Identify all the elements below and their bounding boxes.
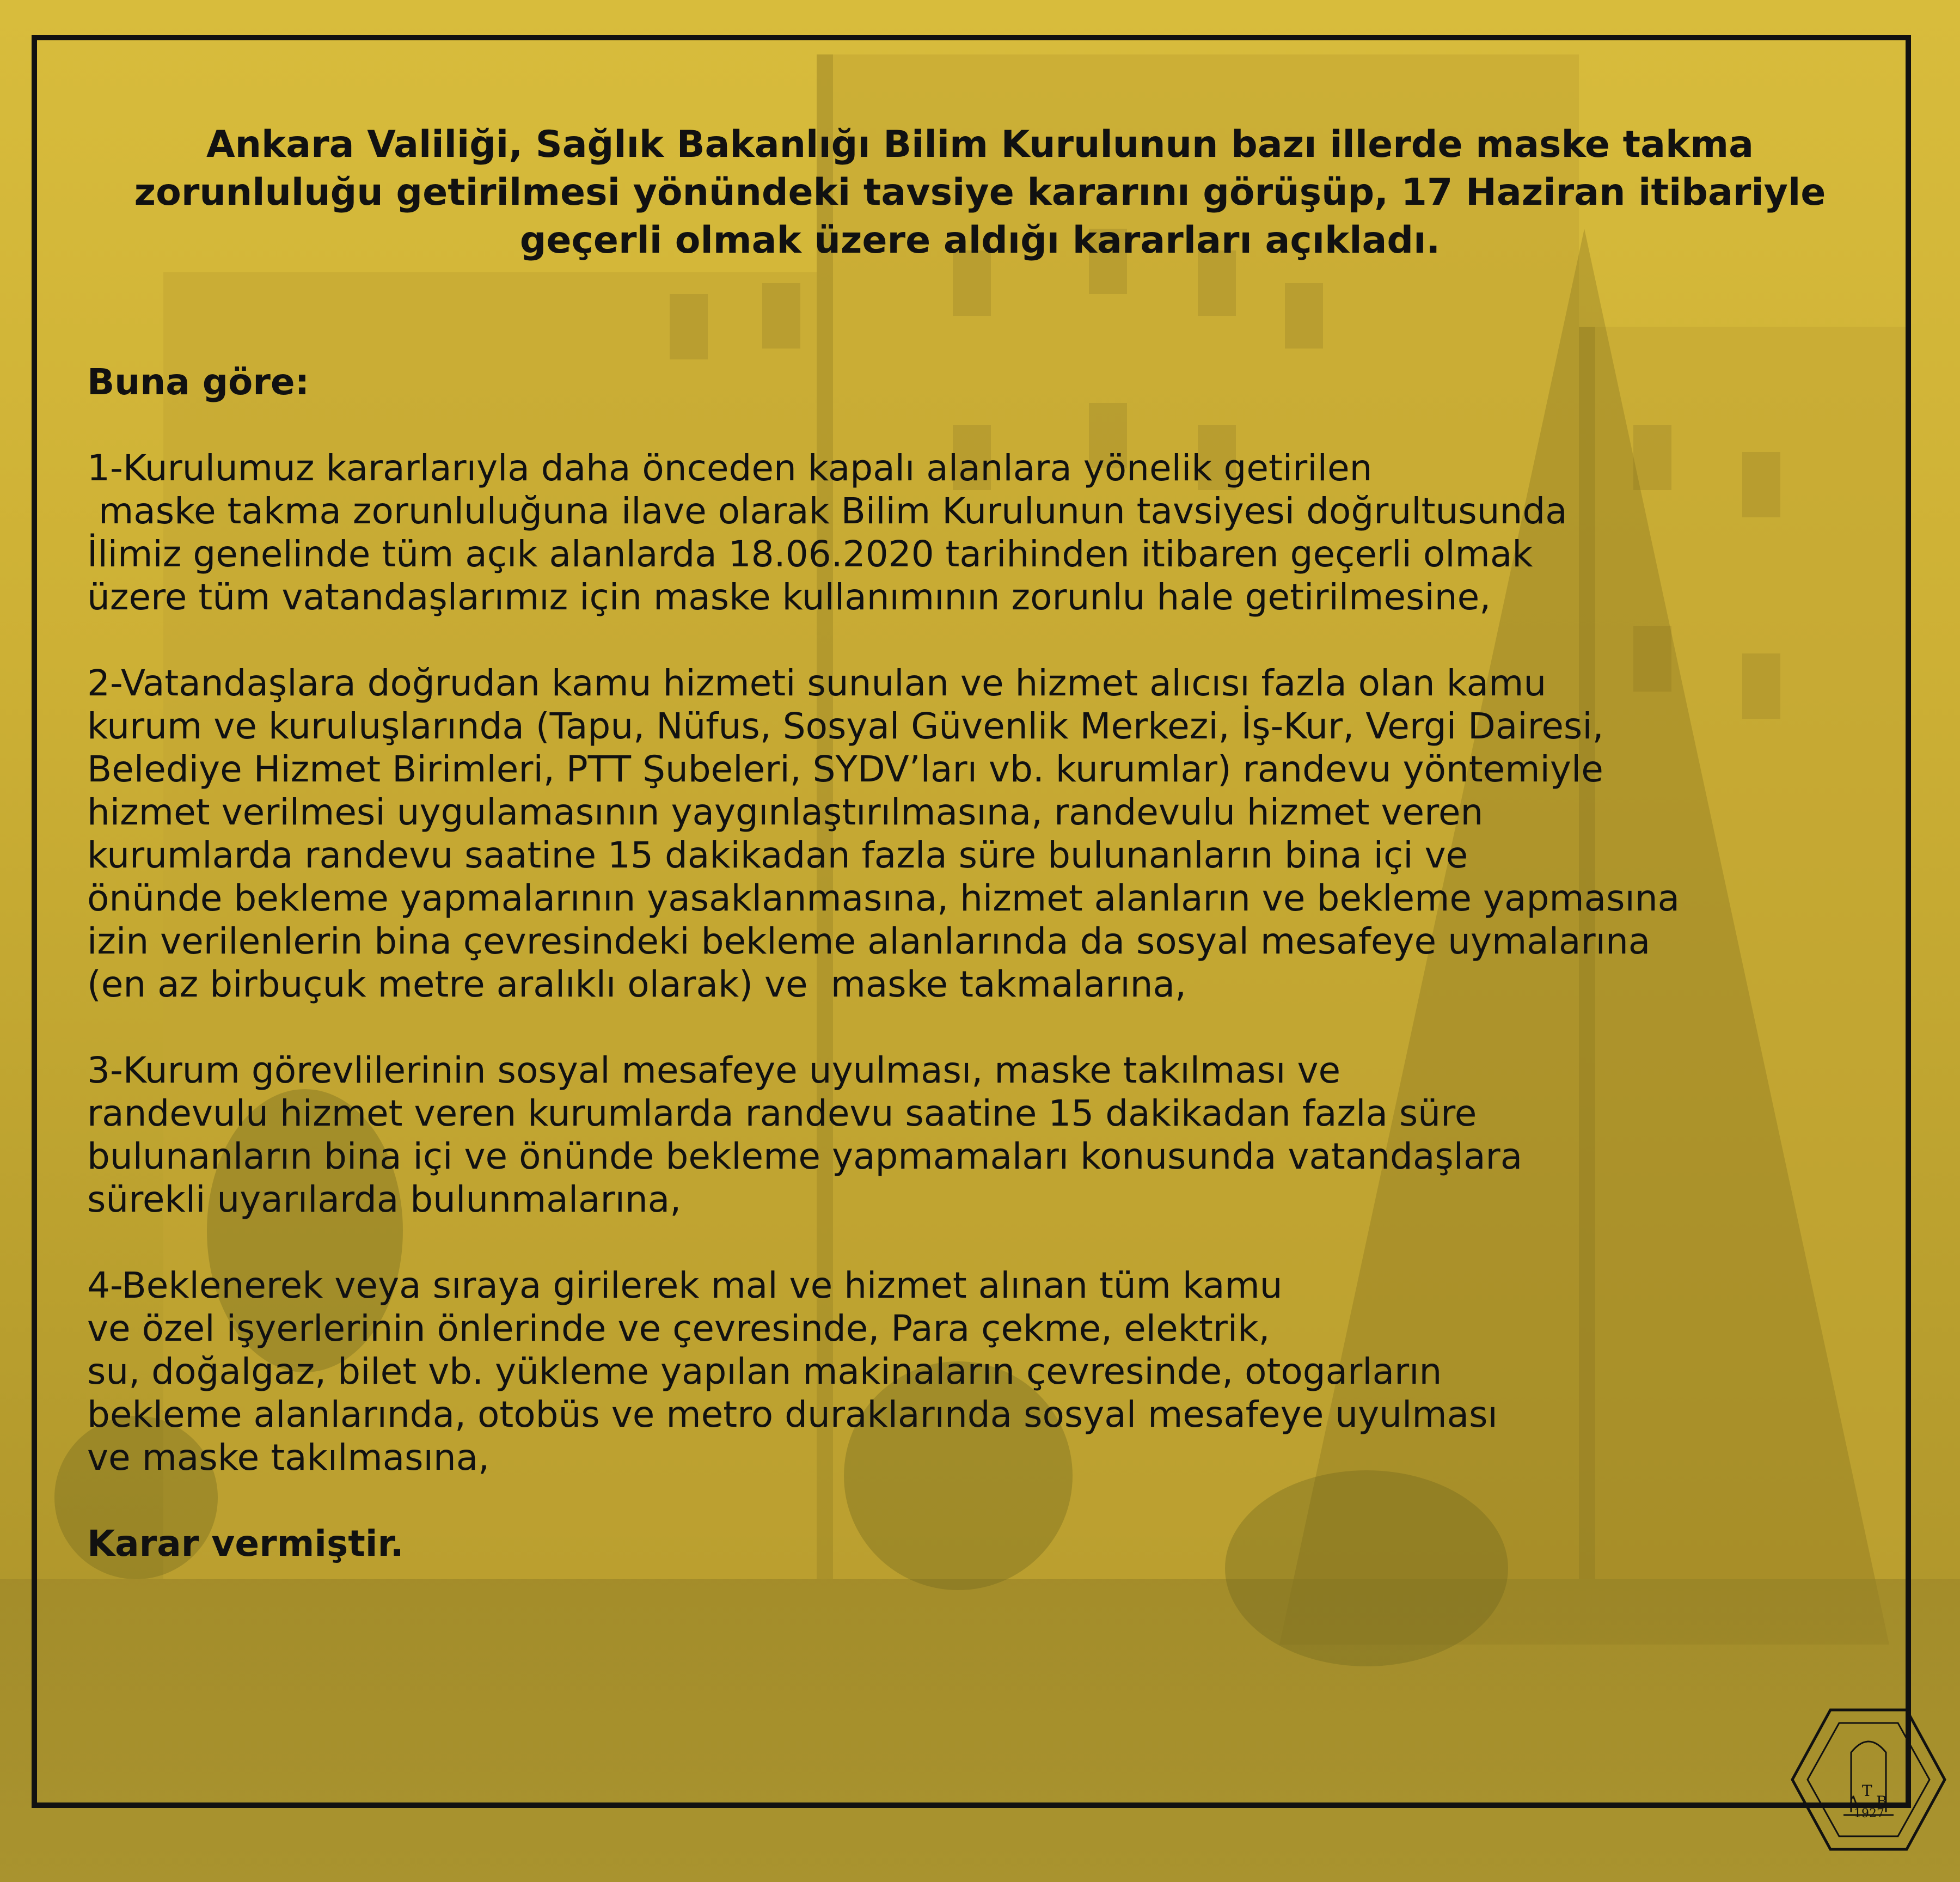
heading-line-2: zorunluluğu getirilmesi yönündeki tavsiye kararını görüşüp, 17 Haziran itibariyle [134, 171, 1826, 214]
decision-body [87, 360, 1884, 1565]
item-line: (en az birbuçuk metre aralıklı olarak) ve maske takmalarına, [87, 963, 1186, 1005]
item-line: kurumlarda randevu saatine 15 dakikadan fazla süre bulunanların bina içi ve [87, 834, 1468, 876]
decision-item-3 [87, 1049, 1884, 1221]
logo-year: 1927 [1854, 1807, 1884, 1820]
closing-statement: Karar vermiştir. [87, 1523, 404, 1565]
item-line: maske takma zorunluluğuna ilave olarak Bilim Kurulunun tavsiyesi doğrultusunda [87, 490, 1567, 532]
decision-item-4 [87, 1264, 1884, 1479]
item-line: hizmet verilmesi uygulamasının yaygınlaştırılmasına, randevulu hizmet veren [87, 791, 1484, 833]
item-line: randevulu hizmet veren kurumlarda randevu saatine 15 dakikadan fazla süre [87, 1092, 1477, 1134]
item-line: üzere tüm vatandaşlarımız için maske kullanımının zorunlu hale getirilmesine, [87, 576, 1491, 618]
item-line: İlimiz genelinde tüm açık alanlarda 18.06.2020 tarihinden itibaren geçerli olmak [87, 533, 1533, 575]
announcement-heading [49, 121, 1911, 265]
item-line: bulunanların bina içi ve önünde bekleme yapmamaları konusunda vatandaşlara [87, 1135, 1523, 1177]
item-line: 2-Vatandaşlara doğrudan kamu hizmeti sunulan ve hizmet alıcısı fazla olan kamu [87, 662, 1547, 704]
item-line: sürekli uyarılarda bulunmalarına, [87, 1178, 682, 1220]
item-line: bekleme alanlarında, otobüs ve metro duraklarında sosyal mesafeye uyulması [87, 1394, 1498, 1435]
heading-line-1: Ankara Valiliği, Sağlık Bakanlığı Bilim Kurulunun bazı illerde maske takma [206, 123, 1754, 166]
decision-item-2 [87, 662, 1884, 1006]
svg-text:B: B [1876, 1793, 1888, 1811]
heading-line-3: geçerli olmak üzere aldığı kararları açıkladı. [519, 219, 1441, 262]
svg-text:A: A [1848, 1793, 1859, 1811]
item-line: 4-Beklenerek veya sıraya girilerek mal ve hizmet alınan tüm kamu [87, 1264, 1283, 1306]
item-line: önünde bekleme yapmalarının yasaklanmasına, hizmet alanların ve bekleme yapmasına [87, 877, 1680, 919]
item-line: 1-Kurulumuz kararlarıyla daha önceden kapalı alanlara yönelik getirilen [87, 447, 1373, 489]
svg-text:T: T [1862, 1782, 1872, 1800]
item-line: izin verilenlerin bina çevresindeki bekleme alanlarında da sosyal mesafeye uymalarına [87, 920, 1651, 962]
item-line: 3-Kurum görevlilerinin sosyal mesafeye uyulması, maske takılması ve [87, 1049, 1341, 1091]
decision-item-1 [87, 447, 1884, 619]
atb-logo-icon [1787, 1698, 1950, 1861]
item-line: ve özel işyerlerinin önlerinde ve çevresinde, Para çekme, elektrik, [87, 1307, 1270, 1349]
item-line: Belediye Hizmet Birimleri, PTT Şubeleri, SYDV’ları vb. kurumlar) randevu yöntemiyle [87, 748, 1603, 790]
item-line: ve maske takılmasına, [87, 1437, 490, 1478]
intro-label: Buna göre: [87, 361, 310, 403]
item-line: kurum ve kuruluşlarında (Tapu, Nüfus, Sosyal Güvenlik Merkezi, İş-Kur, Vergi Dairesi, [87, 705, 1604, 747]
item-line: su, doğalgaz, bilet vb. yükleme yapılan makinaların çevresinde, otogarların [87, 1351, 1442, 1392]
